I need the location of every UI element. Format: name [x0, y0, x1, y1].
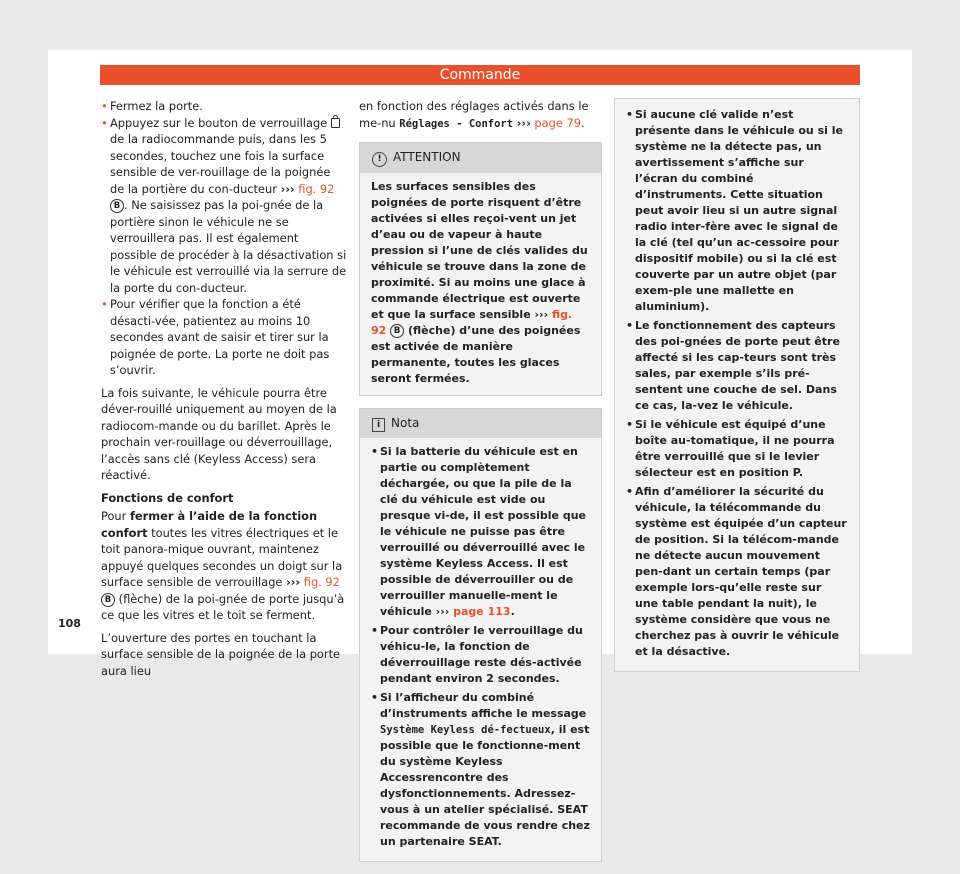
paragraph: La fois suivante, le véhicule pourra être déver-rouillé uniquement au moyen de la radiocom-mande ou du barillet. Après le prochain ver-rouillage ou déverrouillage, l’accès sans clé (Keyless Access) sera réactivé.: [101, 385, 337, 482]
arrow-icon: ›››: [435, 605, 450, 618]
info-icon: i: [372, 418, 385, 432]
list-item: • Si l’afficheur du combiné d’instruments affiche le message Système Keyless dé-fectueux, il est possible que le fonctionne-ment du système Keyless Accessrencontre des dysfonctionnements. Adressez-vous à un atelier spécialisé. SEAT recommande de vous rendre chez un partenaire SEAT.: [371, 691, 590, 848]
column-middle: [359, 98, 602, 874]
page-title: Commande: [100, 65, 860, 85]
list-item: • Fermez la porte.: [101, 99, 203, 113]
nota-text: [615, 99, 859, 671]
lock-icon: [331, 118, 340, 128]
list-item: • Si la batterie du véhicule est en partie ou complètement déchargée, ou que la pile de la clé du véhicule est vide ou presque vi-de, il est possible que le véhicule ne puisse pas être verrouillé ou déverrouillé avec le système Keyless Access. Il est possible de déverrouiller ou de verrouiller manuelle-ment le véhicule ››› page 113.: [371, 445, 587, 618]
arrow-icon: ›››: [286, 575, 301, 589]
figure-link[interactable]: fig. 92: [371, 308, 573, 337]
callout-b: B: [110, 199, 124, 213]
section-heading: Fonctions de confort: [101, 490, 234, 505]
list-item: • Si aucune clé valide n’est présente dans le véhicule ou si le système ne la détecte pas, un avertissement s’affiche sur l’écran du combiné d’instruments. Cette situation peut avoir lieu si un autre signal radio inter-fère avec le signal de la clé (tel qu’un ac-cessoire pour dispositif mobile) ou si la clé est couverte par un autre objet (par exem-ple une mallette en aluminium).: [626, 108, 843, 313]
page-link[interactable]: page 79: [534, 115, 581, 130]
callout-b: B: [101, 593, 115, 607]
nota-text: [360, 438, 601, 861]
column-left: [101, 98, 347, 685]
column-right: [614, 98, 860, 684]
warning-icon: !: [372, 152, 387, 167]
attention-box: [359, 142, 602, 396]
list-item: • Appuyez sur le bouton de verrouillage de la radiocommande puis, dans les 5 secondes, touchez une fois la surface sensible de ver-rouillage de la poignée de la portière du con-ducteur ››› fig. 92 B . Ne saisissez pas la poi-gnée de la portière sinon le véhicule ne se verrouillera pas. Il est également possible de procéder à la désactivation si le véhicule est verrouillé via la serrure de la porte du con-ducteur.: [101, 115, 347, 295]
page-link[interactable]: page 113: [453, 605, 511, 618]
list-item: • Le fonctionnement des capteurs des poi-gnées de porte peut être affecté si les cap-teurs sont très sales, par exemple s’ils pré-sentent une couche de sel. Dans ce cas, la-vez le véhicule.: [626, 319, 840, 412]
figure-link[interactable]: fig. 92: [298, 181, 335, 196]
nota-box-continued: [614, 98, 860, 672]
arrow-icon: ›››: [534, 308, 549, 321]
callout-b: B: [390, 324, 404, 338]
attention-text: Les surfaces sensibles des poignées de porte risquent d’être activées si elles reçoi-vent un jet d’eau ou de vapeur à haute pression si l’une de clés valides du véhicule se trouve dans la zone de proximité. Si au moins une glace à commande électrique est ouverte et que la surface sensible ››› fig. 92 B (flèche) d’une des poignées est activée de manière permanente, toutes les glaces seront fermées.: [371, 180, 588, 385]
list-item: • Afin d’améliorer la sécurité du véhicule, la télécommande du système est équipée d’un capteur de position. Si la télécom-mande ne détecte aucun mouvement pen-dant un certain temps (par exemple lors-qu’elle reste sur une table pendant la nuit), le système considère que vous ne cherchez pas à ouvrir le véhicule et la désactive.: [626, 485, 847, 658]
paragraph: Pour fermer à l’aide de la fonction confort toutes les vitres électriques et le toit panora-mique ouvrant, maintenez appuyé quelques secondes un doigt sur la surface sensible de verrouillage ››› fig. 92 B (flèche) de la poi-gnée de porte jusqu’à ce que les vitres et le toit se ferment.: [101, 509, 345, 622]
arrow-icon: ›››: [280, 181, 295, 196]
list-item: • Pour contrôler le verrouillage du véhicu-le, la fonction de déverrouillage reste dés-activée pendant environ 2 secondes.: [371, 624, 583, 685]
figure-link[interactable]: fig. 92: [303, 575, 340, 589]
arrow-icon: ›››: [516, 115, 531, 130]
paragraph: en fonction des réglages activés dans le me-nu Réglages - Confort ››› page 79.: [359, 99, 589, 130]
page-number: 108: [58, 617, 81, 630]
paragraph: L’ouverture des portes en touchant la surface sensible de la poignée de la porte aura lieu: [101, 630, 341, 678]
list-item: • Si le véhicule est équipé d’une boîte au-tomatique, il ne pourra être verrouillé que si le levier sélecteur est en position P.: [626, 418, 835, 479]
list-item: • Pour vérifier que la fonction a été désacti-vée, patientez au moins 10 secondes avant de saisir et tirer sur la poignée de porte. La porte ne doit pas s’ouvrir.: [101, 297, 330, 377]
nota-box: [359, 408, 602, 862]
nota-header: i Nota: [360, 409, 601, 438]
attention-header: ! ATTENTION: [360, 143, 601, 173]
